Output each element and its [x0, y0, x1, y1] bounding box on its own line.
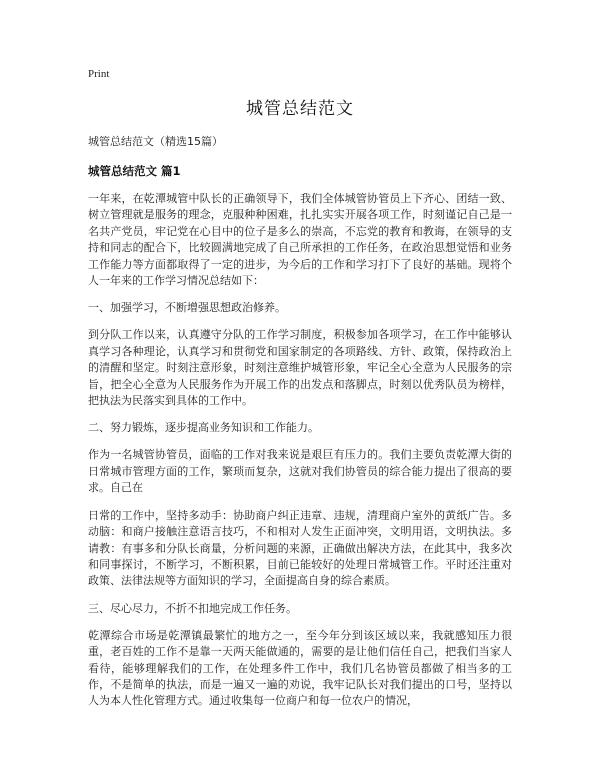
- print-label: Print: [88, 68, 110, 80]
- paragraph-role: 作为一名城管协管员，面临的工作对我来说是艰巨有压力的。我们主要负责乾潭大街的日常城市管理方面的工作，繁琐而复杂，这就对我们协管员的综合能力提出了很高的要求。自己在: [88, 448, 512, 495]
- paragraph-market: 乾潭综合市场是乾潭镇最繁忙的地方之一，至今年分到该区域以来，我就感知压力很重，老百姓的工作不是靠一天两天能做通的，需要的是让他们信任自己，把我们当家人看待，能够理解我们的工作，在处理多件工作中，我们几名协管员都做了相当多的工作，不是简单的执法，而是一遍又一遍的劝说，我牢记队长对我们提出的口号，坚持以人为本人性化管理方式。通过收集每一位商户和每一位农户的情况，: [88, 628, 512, 708]
- paragraph-study: 到分队工作以来，认真遵守分队的工作学习制度，积极参加各项学习，在工作中能够认真学习各种理论，认真学习和贯彻党和国家制定的各项路线、方针、政策，保持政治上的清醒和坚定。时刻注意形象，时刻注意维护城管形象，牢记全心全意为人民服务的宗旨，把全心全意为人民服务作为开展工作的出发点和落脚点，时刻以优秀队员为榜样，把执法为民落实到具体的工作中。: [88, 328, 512, 408]
- subheading-1: 一、加强学习，不断增强思想政治修养。: [88, 301, 286, 315]
- subheading-2: 二、努力锻炼，逐步提高业务知识和工作能力。: [88, 421, 319, 435]
- section-heading: 城管总结范文 篇1: [88, 164, 181, 178]
- document-subtitle: 城管总结范文（精选15篇）: [88, 135, 223, 148]
- paragraph-daily-work: 日常的工作中，坚持多动手：协助商户纠正违章、违规，清理商户室外的黄纸广告。多动脑：和商户接触注意语言技巧，不和相对人发生正面冲突，文明用语，文明执法。多请教：有事多和分队长商量，分析问题的来源，正确做出解决方法，在此其中，我多次和同事探讨，不断学习，不断积累，目前已能较好的处理日常城管工作。平时还注重对政策、法律法规等方面知识的学习，全面提高自身的综合素质。: [88, 508, 512, 588]
- document-title: 城管总结范文: [246, 99, 354, 119]
- document-body: [88, 191, 512, 710]
- subheading-3: 三、尽心尽力，不折不扣地完成工作任务。: [88, 601, 297, 615]
- paragraph-intro: 一年来，在乾潭城管中队长的正确领导下，我们全体城管协管员上下齐心、团结一致、树立管理就是服务的理念，克服种种困难，扎扎实实开展各项工作，时刻谨记自己是一名共产党员，牢记党在心目中的位子是多么的崇高，不忘党的教育和教诲，在领导的支持和同志的配合下，比较圆满地完成了自己所承担的工作任务，在政治思想觉悟和业务工作能力等方面都取得了一定的进步，为今后的工作和学习打下了良好的基础。现将个人一年来的工作学习情况总结如下：: [88, 192, 512, 288]
